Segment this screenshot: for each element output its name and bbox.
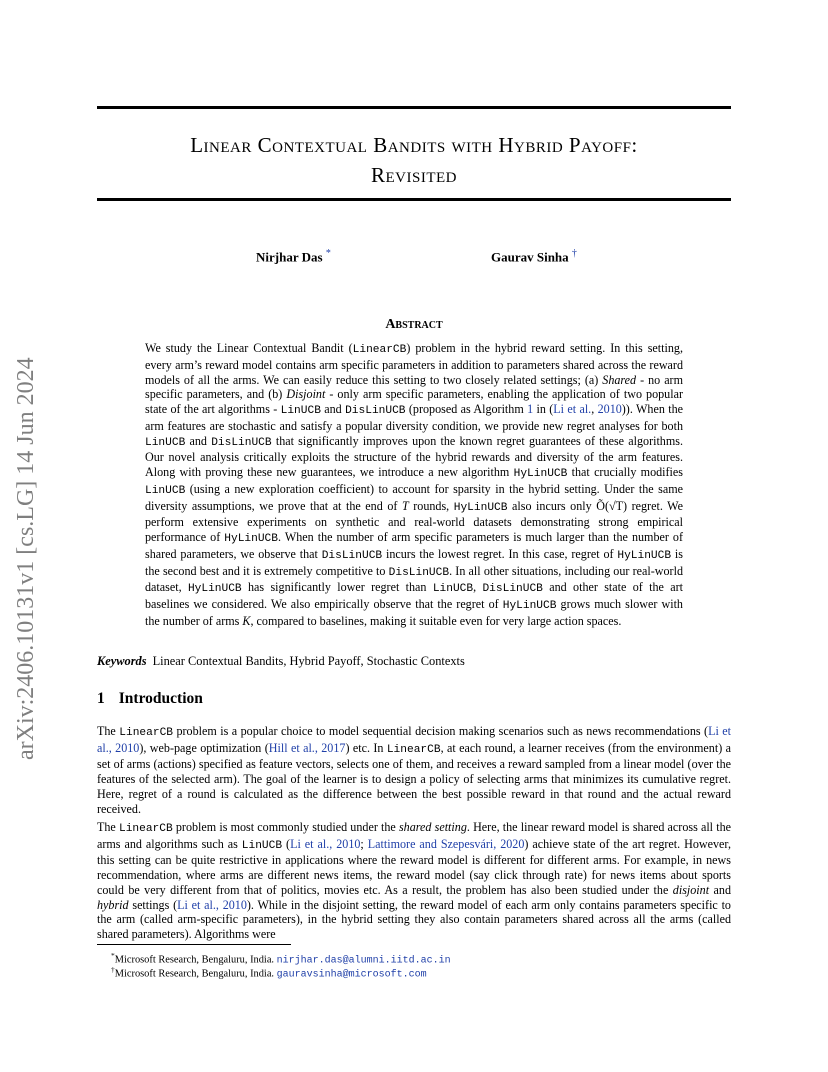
code-term: LinUCB (241, 839, 283, 852)
arxiv-side-stamp: arXiv:2406.10131v1 [cs.LG] 14 Jun 2024 (13, 357, 39, 760)
title-line-2: Revisited (371, 163, 457, 187)
author-1 (256, 248, 331, 265)
section-heading-introduction (97, 690, 203, 708)
citation-link[interactable]: Li et al., 2010 (97, 724, 732, 755)
abstract-body: We study the Linear Contextual Bandit (LinearCB) problem in the hybrid reward setting. In this setting, every arm’s reward model contains arm specific parameters in addition to parameters shared across the reward models of all the arms. We can easily reduce this setting to two closely related settings; (a) Shared - no arm specific parameters, and (b) Disjoint - only arm specific parameters, enabling the application of two popular state of the art algorithms - LinUCB and DisLinUCB (proposed as Algorithm 1 in (Li et al., 2010)). When the arm features are stochastic and satisfy a popular diversity condition, we provide new regret analyses for both LinUCB and DisLinUCB that significantly improves upon the known regret guarantees of these algorithms. Our novel analysis critically exploits the structure of the hybrid rewards and diversity of the arm features. Along with proving these new guarantees, we introduce a new algorithm HyLinUCB that crucially modifies LinUCB (using a new exploration coefficient) to account for sparsity in the hybrid setting. Under the same diversity assumptions, we prove that at the end of T rounds, HyLinUCB also incurs only Õ(√T) regret. We perform extensive experiments on synthetic and real-world datasets demonstrating strong empirical performance of HyLinUCB. When the number of arm specific parameters is much larger than the number of shared parameters, we observe that DisLinUCB incurs the lowest regret. In this case, regret of HyLinUCB is the second best and it is extremely competitive to DisLinUCB. In all other situations, including our real-world dataset, HyLinUCB has significantly lower regret than LinUCB, DisLinUCB and other state of the art baselines we considered. We also empirically observe that the regret of HyLinUCB grows much slower with the number of arms K, compared to baselines, making it suitable even for very large action spaces. (145, 341, 683, 628)
email-link[interactable]: gauravsinha@microsoft.com (276, 969, 427, 981)
code-term: DisLinUCB (211, 436, 272, 449)
math-symbol: K (242, 613, 251, 628)
abstract-heading: Abstract (385, 317, 443, 332)
keywords-text: Linear Contextual Bandits, Hybrid Payoff, Stochastic Contexts (152, 654, 465, 668)
citation-link[interactable]: Li et al. (553, 402, 592, 416)
code-term: LinearCB (118, 823, 173, 835)
author-footnote-link[interactable]: † (571, 248, 577, 259)
author-name: Nirjhar Das (256, 249, 323, 265)
footnote-mark: † (111, 965, 115, 974)
footnote-text: Microsoft Research, Bengaluru, India. (114, 968, 277, 980)
code-term: LinearCB (352, 344, 407, 356)
author-name: Gaurav Sinha (491, 249, 569, 265)
citation-link[interactable]: Li et al., 2010 (290, 836, 361, 851)
algorithm-ref-link[interactable]: 1 (527, 402, 534, 416)
citation-link[interactable]: 2010 (597, 402, 622, 416)
code-term: HyLinUCB (617, 549, 672, 562)
code-term: LinUCB (280, 405, 321, 417)
section-title: Introduction (118, 690, 203, 707)
code-term: DisLinUCB (388, 566, 450, 579)
author-footnote-link[interactable]: * (325, 248, 331, 259)
math-symbol: T (401, 498, 409, 513)
code-term: DisLinUCB (321, 549, 383, 562)
footnote-rule (97, 944, 291, 945)
keywords-label: Keywords (97, 654, 147, 668)
email-link[interactable]: nirjhar.das@alumni.iitd.ac.in (276, 955, 451, 967)
title-bottom-rule (97, 198, 731, 201)
footnote-mark: * (111, 951, 115, 960)
intro-paragraph-1: The LinearCB problem is a popular choice to model sequential decision making scenarios such as news recommendations (Li et al., 2010), web-page optimization (Hill et al., 2017) etc. In LinearCB, at each round, a learner receives (from the environment) a set of arms (actions) specified as feature vectors, selects one of them, and receives a reward sampled from a linear model (over the features of the selected arm). The goal of the learner is to design a policy of selecting arms that minimizes its cumulative regret. Here, regret of a round is calculated as the difference between the best possible reward in that round and the actual reward received. (97, 724, 732, 816)
code-term: LinearCB (119, 727, 173, 739)
section-number: 1 (97, 690, 105, 707)
code-term: DisLinUCB (482, 583, 543, 596)
title-top-rule (97, 106, 731, 109)
code-term: HyLinUCB (513, 468, 568, 480)
author-2 (491, 248, 577, 265)
code-term: HyLinUCB (187, 583, 242, 596)
code-term: LinUCB (432, 583, 474, 596)
citation-link[interactable]: Li et al., 2010 (177, 897, 247, 912)
code-term: DisLinUCB (345, 405, 406, 417)
code-term: HyLinUCB (453, 501, 508, 514)
math-expression: Õ(√T) (596, 498, 628, 513)
code-term: HyLinUCB (224, 533, 278, 545)
paper-title (97, 130, 731, 190)
title-line-1: Linear Contextual Bandits with Hybrid Payoff: (190, 133, 638, 157)
intro-paragraph-2: The LinearCB problem is most commonly studied under the shared setting. Here, the linear reward model is shared across all the arms and algorithms such as LinUCB (Li et al., 2010; Lattimore and Szepesvári, 2020) achieve state of the art regret. However, this setting can be quite restrictive in applications where the reward model is different for different arms. For example, in news recommendation, where arms are different news items, the reward model (say click through rate) for news items about sports could be very different from that of politics, movies etc. As a result, the problem has also been studied under the disjoint and hybrid settings (Li et al., 2010). While in the disjoint setting, the reward model of each arm only contains parameters specific to the arm (called arm-specific parameters), in the hybrid setting they also contain parameters shared across all the arms (called shared parameters). Algorithms were (97, 820, 731, 941)
footnote-2 (111, 963, 427, 981)
citation-link[interactable]: Lattimore and Szepesvári, 2020 (367, 836, 525, 851)
code-term: LinUCB (145, 436, 186, 449)
code-term: LinearCB (386, 743, 441, 756)
footnote-text: Microsoft Research, Bengaluru, India. (114, 954, 277, 966)
code-term: HyLinUCB (502, 600, 557, 612)
citation-link[interactable]: Hill et al., 2017 (268, 740, 346, 755)
keywords-line (97, 654, 731, 669)
code-term: LinUCB (145, 484, 186, 497)
